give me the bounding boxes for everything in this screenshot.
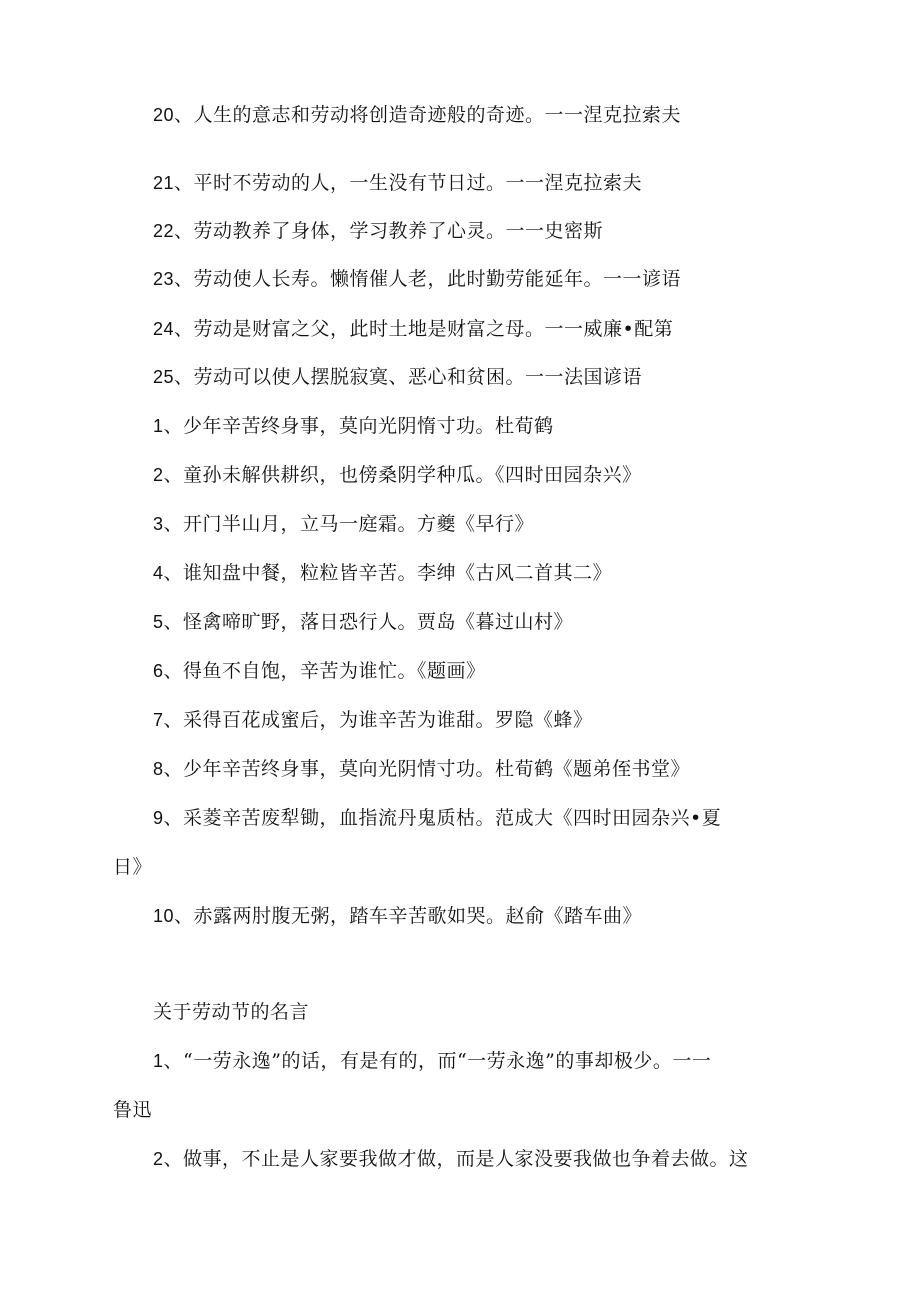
poem-7 [153,707,810,733]
poem-3 [153,511,810,537]
item-number: 1 [153,1051,164,1071]
poem-10 [153,903,810,929]
item-text: 、开门半山月，立马一庭霜。方夔《早行》 [163,513,535,535]
item-number: 7 [153,710,164,730]
quote-24 [153,316,810,342]
poem-9 [153,805,810,831]
item-number: 8 [153,759,164,779]
item-number: 23 [153,269,175,289]
poem-4 [153,560,810,586]
poem-5 [153,609,810,635]
item-text: 、得鱼不自饱，辛苦为谁忙。《题画》 [163,660,486,682]
item-number: 2 [153,1149,164,1169]
item-number: 1 [153,416,164,436]
item-text: 、劳动是财富之父，此时土地是财富之母。一一威廉•配第 [174,318,674,340]
poem-9-continuation: 日》 [113,856,153,878]
poem-2 [153,462,810,488]
item-text: 、劳动教养了身体，学习教养了心灵。一一史密斯 [174,220,604,242]
item-number: 9 [153,808,164,828]
item-text: 、采得百花成蜜后，为谁辛苦为谁甜。罗隐《蜂》 [163,709,593,731]
quote-20 [153,102,810,128]
item-number: 4 [153,563,164,583]
item-text: 、做事，不止是人家要我做才做，而是人家没要我做也争着去做。这 [163,1148,749,1170]
item-number: 6 [153,661,164,681]
item-number: 25 [153,367,175,387]
quote-22 [153,218,810,244]
item-text: 、少年辛苦终身事，莫向光阴惰寸功。杜荀鹤 [163,415,554,437]
item-text: 、劳动使人长寿。懒惰催人老，此时勤劳能延年。一一谚语 [174,268,682,290]
section-title: 关于劳动节的名言 [153,1001,310,1023]
item-text: 、少年辛苦终身事，莫向光阴情寸功。杜荀鹤《题弟侄书堂》 [163,758,691,780]
item-text: 、赤露两肘腹无粥，踏车辛苦歌如哭。赵俞《踏车曲》 [174,905,643,927]
quote-2-1 [153,1048,810,1074]
quote-23 [153,266,810,292]
item-number: 24 [153,319,175,339]
item-number: 5 [153,612,164,632]
item-number: 20 [153,105,175,125]
poem-8 [153,756,810,782]
item-text: 、童孙未解供耕织，也傍桑阴学种瓜。《四时田园杂兴》 [163,464,642,486]
quote-21 [153,170,810,196]
item-number: 21 [153,173,175,193]
quote-2-2 [153,1146,810,1172]
item-number: 2 [153,465,164,485]
item-text: 、谁知盘中餐，粒粒皆辛苦。李绅《古风二首其二》 [163,562,613,584]
quote-2-1-continuation: 鲁迅 [113,1099,153,1121]
quote-25 [153,364,810,390]
poem-6 [153,658,810,684]
item-text: 、劳动可以使人摆脱寂寞、恶心和贫困。一一法国谚语 [174,366,643,388]
item-text: 、怪禽啼旷野，落日恐行人。贾岛《暮过山村》 [163,611,574,633]
item-number: 10 [153,906,175,926]
item-number: 3 [153,514,164,534]
item-number: 22 [153,221,175,241]
item-text: 、采菱辛苦废犁锄，血指流丹鬼质枯。范成大《四时田园杂兴•夏 [163,807,722,829]
poem-1 [153,413,810,439]
item-text: 、“一劳永逸”的话，有是有的，而“一劳永逸”的事却极少。一一 [163,1050,712,1072]
item-text: 、平时不劳动的人，一生没有节日过。一一涅克拉索夫 [174,172,643,194]
item-text: 、人生的意志和劳动将创造奇迹般的奇迹。一一涅克拉索夫 [174,104,682,126]
